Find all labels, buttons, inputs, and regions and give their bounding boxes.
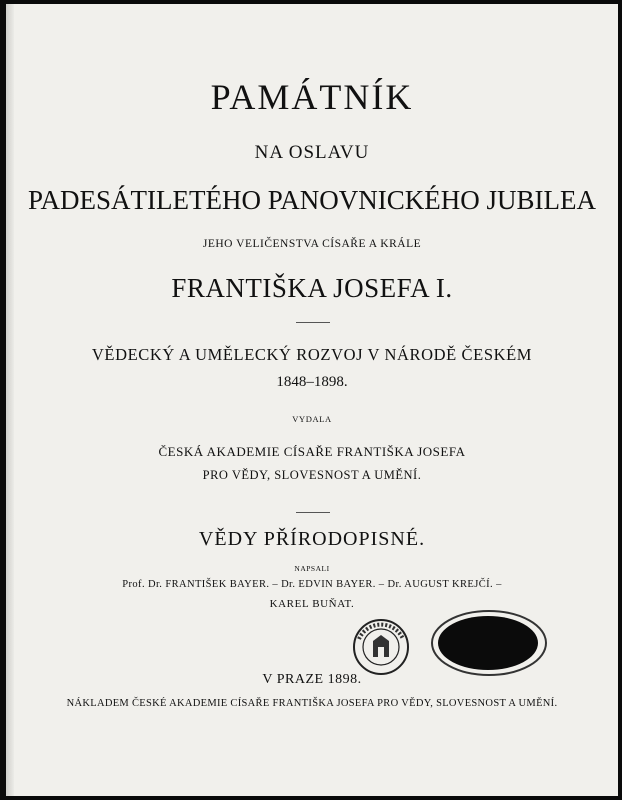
subtitle-jeho: JEHO VELIČENSTVA CÍSAŘE A KRÁLE (202, 238, 422, 250)
library-stamp-icon (351, 617, 411, 677)
title-page (6, 4, 618, 796)
main-title: PAMÁTNÍK (210, 77, 414, 117)
divider-rule-2 (296, 512, 330, 513)
years: 1848–1898. (276, 374, 348, 390)
authors-line-2: KAREL BUŇAT. (269, 598, 355, 610)
published-by-label: VYDALA (292, 414, 332, 424)
written-by-label: NAPSALI (294, 564, 330, 573)
emperor-name: FRANTIŠKA JOSEFA I. (171, 273, 453, 303)
subtitle-na-oslavu: NA OSLAVU (254, 142, 370, 163)
publisher-line-2: PRO VĚDY, SLOVESNOST A UMĚNÍ. (202, 468, 422, 482)
section-title: VĚDY PŘÍRODOPISNÉ. (198, 528, 426, 550)
divider-rule (296, 322, 330, 323)
imprint-line: NÁKLADEM ČESKÉ AKADEMIE CÍSAŘE FRANTIŠKA JOSEFA PRO VĚDY, SLOVESNOST A UMĚNÍ. (66, 698, 558, 709)
publisher-line-1: ČESKÁ AKADEMIE CÍSAŘE FRANTIŠKA JOSEFA (158, 444, 466, 459)
ink-blot-stamp (430, 609, 548, 677)
subtitle-jubilea: PADESÁTILETÉHO PANOVNICKÉHO JUBILEA (27, 185, 596, 215)
work-title: VĚDECKÝ A UMĚLECKÝ ROZVOJ V NÁRODĚ ČESKÉM (91, 345, 533, 364)
place-date: V PRAZE 1898. (262, 672, 362, 687)
authors-line: Prof. Dr. FRANTIŠEK BAYER. – Dr. EDVIN BAYER. – Dr. AUGUST KREJČÍ. – (122, 579, 502, 590)
